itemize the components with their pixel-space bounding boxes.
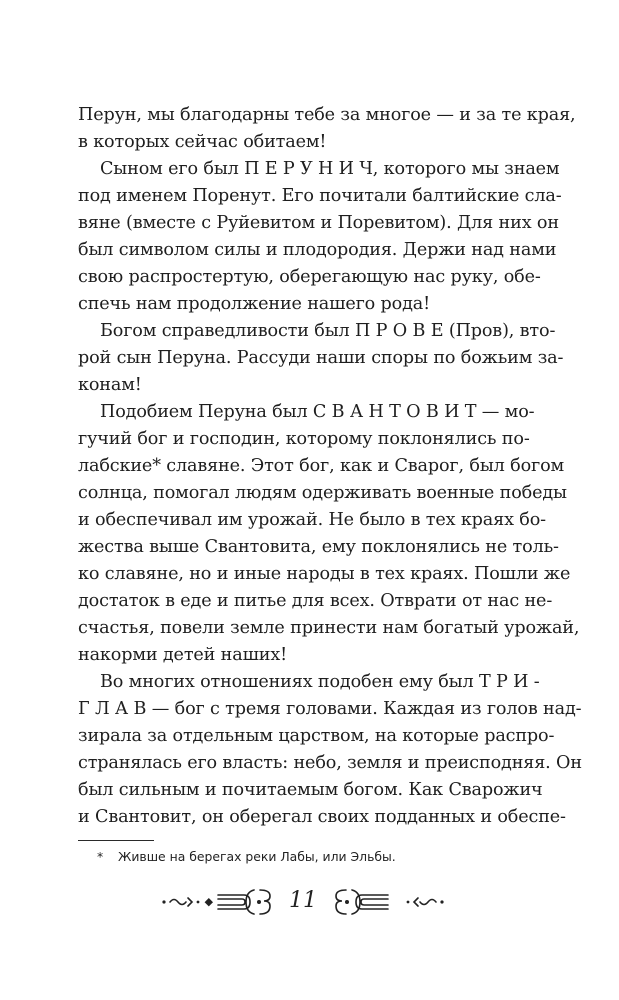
text-line: гучий бог и господин, которому поклонялись по- — [78, 429, 530, 449]
text-line: Г Л А В — бог с тремя головами. Каждая из голов над- — [78, 699, 582, 719]
text-line: был сильным и почитаемым богом. Как Сварожич — [78, 780, 543, 800]
text-line: конам! — [78, 375, 142, 395]
text-line: в которых сейчас обитаем! — [78, 132, 327, 152]
text-line: под именем Поренут. Его почитали балтийские сла- — [78, 186, 562, 206]
text-line: жества выше Свантовита, ему поклонялись не толь- — [78, 537, 559, 557]
text-line: накорми детей наших! — [78, 645, 288, 665]
text-line: был символом силы и плодородия. Держи над нами — [78, 240, 557, 260]
text-line-paragraph-start: Подобием Перуна был С В А Н Т О В И Т — мо- — [100, 402, 535, 422]
text-line: зирала за отдельным царством, на которые распро- — [78, 726, 555, 746]
text-line: счастья, повели земле принести нам богатый урожай, — [78, 618, 580, 638]
text-line: рой сын Перуна. Рассуди наши споры по божьим за- — [78, 348, 564, 368]
text-line: странялась его власть: небо, земля и преисподняя. Он — [78, 753, 582, 773]
page-number: 11 — [289, 888, 317, 913]
text-line: ко славяне, но и иные народы в тех краях. Пошли же — [78, 564, 571, 584]
text-line: солнца, помогал людям одерживать военные победы — [78, 483, 567, 503]
text-line: достаток в еде и питье для всех. Отврати от нас не- — [78, 591, 553, 611]
text-line-paragraph-start: Богом справедливости был П Р О В Е (Пров), вто- — [100, 321, 556, 341]
text-line: лабские* славяне. Этот бог, как и Сварог, был богом — [78, 456, 565, 476]
footnote-divider — [78, 840, 154, 841]
text-line: вяне (вместе с Руйевитом и Поревитом). Для них он — [78, 213, 559, 233]
text-line-paragraph-start: Сыном его был П Е Р У Н И Ч, которого мы знаем — [100, 159, 560, 179]
footnote-text: Живше на берегах реки Лабы, или Эльбы. — [118, 849, 396, 864]
text-line: и Свантовит, он оберегал своих подданных и обеспе- — [78, 807, 566, 827]
text-line-paragraph-start: Во многих отношениях подобен ему был Т Р И - — [100, 672, 540, 692]
left-ornament-icon — [160, 884, 278, 920]
text-line: свою распростертую, оберегающую нас руку, обе- — [78, 267, 541, 287]
text-line: спечь нам продолжение нашего рода! — [78, 294, 431, 314]
right-ornament-icon — [328, 884, 446, 920]
footnote-marker: * — [97, 849, 104, 864]
text-line: Перун, мы благодарны тебе за многое — и за те края, — [78, 105, 576, 125]
text-line: и обеспечивал им урожай. Не было в тех краях бо- — [78, 510, 546, 530]
